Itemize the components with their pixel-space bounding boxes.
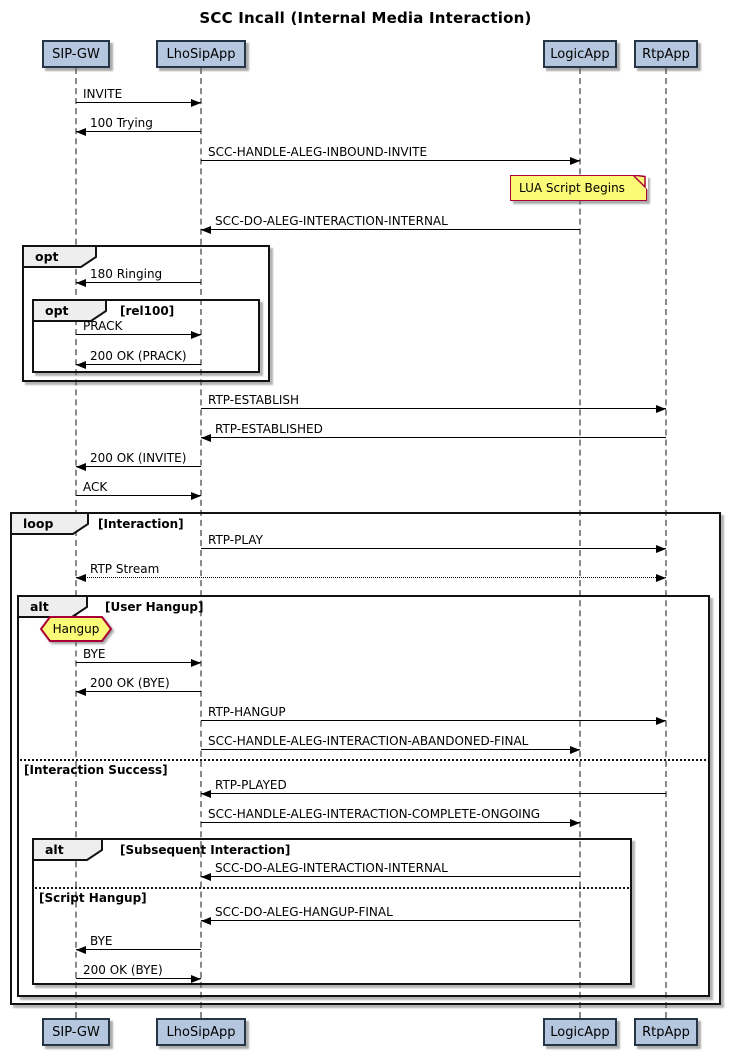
message-label: 200 OK (INVITE) [90, 451, 187, 465]
arrowhead-icon [191, 975, 201, 983]
message-label: SCC-HANDLE-ALEG-INTERACTION-COMPLETE-ONGOING [208, 807, 541, 821]
sequence-message [76, 266, 201, 293]
arrowhead-icon [570, 157, 580, 165]
sequence-message [201, 904, 580, 931]
sequence-message [76, 115, 201, 142]
message-label: RTP-HANGUP [208, 705, 286, 719]
participant-rtpapp-bottom: RtpApp [634, 1018, 698, 1046]
message-line [76, 577, 666, 578]
arrowhead-icon [191, 659, 201, 667]
arrowhead-icon [76, 463, 86, 471]
frame-guard: [Interaction] [98, 517, 184, 531]
arrowhead-icon [656, 717, 666, 725]
sequence-message [76, 962, 201, 989]
note-fold-icon [633, 175, 648, 190]
sequence-message [201, 704, 666, 731]
arrowhead-icon [191, 331, 201, 339]
message-line [201, 749, 580, 750]
sequence-message [201, 144, 580, 171]
arrowhead-icon [656, 545, 666, 553]
arrowhead-icon [201, 434, 211, 442]
message-line [201, 822, 580, 823]
frame-operator: opt [45, 303, 69, 318]
message-line [76, 495, 201, 496]
message-label: 200 OK (PRACK) [90, 349, 187, 363]
sequence-message [201, 860, 580, 887]
sequence-message [201, 777, 666, 804]
message-line [201, 229, 580, 230]
diagram-title: SCC Incall (Internal Media Interaction) [199, 9, 532, 27]
participant-sip-gw-bottom: SIP-GW [42, 1018, 110, 1046]
frame-guard: [rel100] [120, 304, 175, 318]
message-line [76, 949, 201, 950]
sequence-message [76, 318, 201, 345]
sequence-message [201, 392, 666, 419]
frame-guard: [Subsequent Interaction] [120, 843, 291, 857]
hexagon-label: Hangup [52, 622, 100, 636]
frame-operator: opt [35, 249, 59, 264]
participant-logicapp-bottom: LogicApp [543, 1018, 617, 1046]
message-label: SCC-HANDLE-ALEG-INBOUND-INVITE [208, 145, 428, 159]
participant-lhosipapp-top: LhoSipApp [156, 40, 246, 68]
arrowhead-icon [76, 946, 86, 954]
arrowhead-icon [656, 405, 666, 413]
divider-label: [Script Hangup] [39, 891, 147, 905]
message-label: SCC-HANDLE-ALEG-INTERACTION-ABANDONED-FINAL [208, 734, 529, 748]
sequence-message [76, 450, 201, 477]
message-label: SCC-DO-ALEG-HANGUP-FINAL [215, 905, 393, 919]
message-label: 100 Trying [90, 116, 153, 130]
message-line [201, 160, 580, 161]
message-line [76, 102, 201, 103]
message-label: RTP-ESTABLISHED [215, 422, 323, 436]
participant-logicapp-top: LogicApp [543, 40, 617, 68]
message-line [201, 720, 666, 721]
note-lua-script-begins [510, 175, 647, 201]
sequence-message [76, 561, 666, 588]
message-label: RTP Stream [90, 562, 160, 576]
divider-line [32, 887, 632, 889]
divider-label: [Interaction Success] [24, 763, 168, 777]
arrowhead-icon [76, 128, 86, 136]
message-label: 200 OK (BYE) [90, 676, 170, 690]
frame-guard: [User Hangup] [105, 600, 204, 614]
arrowhead-icon [570, 819, 580, 827]
message-label: RTP-PLAY [208, 533, 263, 547]
frame-tab-icon [17, 595, 89, 618]
message-line [76, 466, 201, 467]
arrowhead-icon [191, 99, 201, 107]
sequence-message [76, 348, 201, 375]
arrowhead-icon [76, 361, 86, 369]
message-label: SCC-DO-ALEG-INTERACTION-INTERNAL [215, 214, 448, 228]
sequence-message [76, 479, 201, 506]
frame-operator: alt [45, 842, 64, 857]
message-label: BYE [83, 647, 106, 661]
frame-operator: loop [23, 516, 54, 531]
hexagon-hangup [39, 616, 113, 642]
message-line [201, 876, 580, 877]
message-line [76, 662, 201, 663]
message-label: RTP-ESTABLISH [208, 393, 300, 407]
message-line [201, 437, 666, 438]
arrowhead-icon [201, 226, 211, 234]
divider-interaction-success [17, 759, 710, 777]
message-line [76, 282, 201, 283]
message-label: ACK [83, 480, 108, 494]
frame-tab-icon [32, 838, 104, 861]
arrowhead-icon [201, 790, 211, 798]
message-line [201, 548, 666, 549]
sequence-message [201, 213, 580, 240]
message-line [201, 793, 666, 794]
message-label: RTP-PLAYED [215, 778, 287, 792]
arrowhead-icon [570, 746, 580, 754]
message-line [201, 920, 580, 921]
arrowhead-icon [191, 492, 201, 500]
message-label: SCC-DO-ALEG-INTERACTION-INTERNAL [215, 861, 448, 875]
sequence-message [201, 733, 580, 760]
sequence-message [201, 806, 580, 833]
message-line [76, 131, 201, 132]
participant-lhosipapp-bottom: LhoSipApp [156, 1018, 246, 1046]
message-line [76, 334, 201, 335]
sequence-message [201, 421, 666, 448]
message-line [76, 978, 201, 979]
sequence-message [76, 675, 201, 702]
message-line [76, 691, 201, 692]
sequence-message [76, 86, 201, 113]
arrowhead-icon [76, 574, 86, 582]
arrowhead-icon [76, 279, 86, 287]
arrowhead-icon [656, 574, 666, 582]
participant-rtpapp-top: RtpApp [634, 40, 698, 68]
sequence-message [76, 933, 201, 960]
sequence-message [201, 532, 666, 559]
sequence-message [76, 646, 201, 673]
arrowhead-icon [201, 873, 211, 881]
frame-tab-icon [22, 245, 98, 268]
frame-operator: alt [30, 599, 49, 614]
participant-sip-gw-top: SIP-GW [42, 40, 110, 68]
message-label: PRACK [83, 319, 123, 333]
arrowhead-icon [76, 688, 86, 696]
message-label: 180 Ringing [90, 267, 163, 281]
divider-script-hangup [32, 887, 632, 905]
note-label: LUA Script Begins [519, 181, 625, 195]
message-label: 200 OK (BYE) [83, 963, 163, 977]
message-label: INVITE [83, 87, 123, 101]
message-line [76, 364, 201, 365]
message-label: BYE [90, 934, 113, 948]
message-line [201, 408, 666, 409]
arrowhead-icon [201, 917, 211, 925]
